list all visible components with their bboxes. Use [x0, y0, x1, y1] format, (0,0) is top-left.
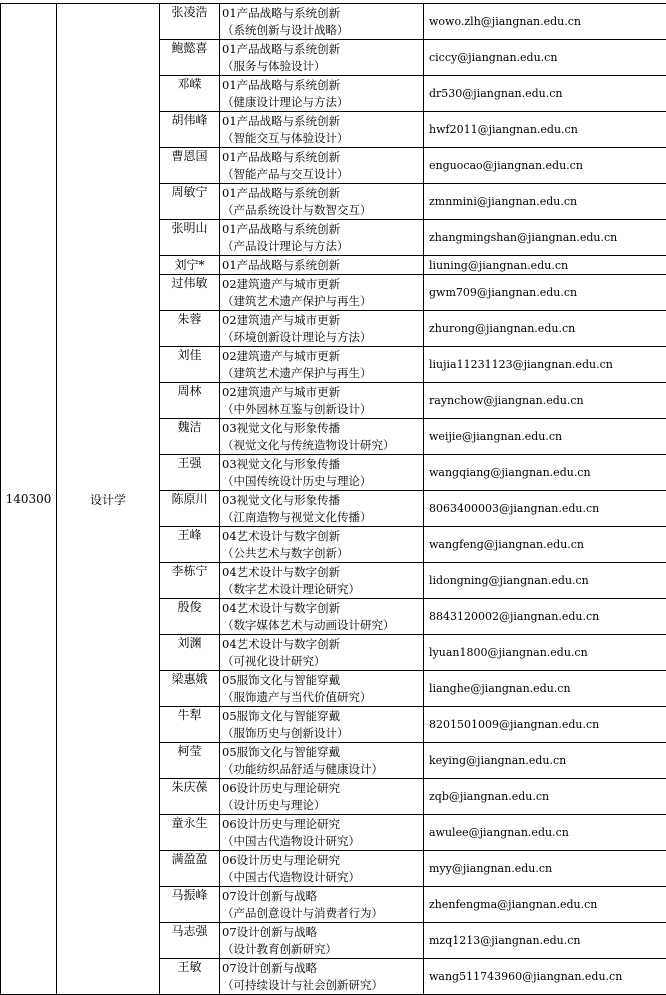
email-cell: hwf2011@jiangnan.edu.cn: [424, 112, 666, 148]
research-direction: [220, 635, 424, 671]
direction-sub: （智能产品与交互设计）: [222, 166, 423, 183]
supervisor-name: 王敏: [160, 959, 220, 995]
direction-sub: （可持续设计与社会创新研究）: [222, 977, 423, 994]
direction-sub: （系统创新与设计战略）: [222, 22, 423, 39]
email-cell: lianghe@jiangnan.edu.cn: [424, 671, 666, 707]
research-direction: [220, 455, 424, 491]
direction-main: 01产品战略与系统创新: [222, 113, 423, 130]
table-body: [1, 4, 666, 995]
research-direction: [220, 383, 424, 419]
email-cell: wangqiang@jiangnan.edu.cn: [424, 455, 666, 491]
direction-sub: （可视化设计研究）: [222, 653, 423, 670]
supervisor-name: 王强: [160, 455, 220, 491]
direction-main: 02建筑遗产与城市更新: [222, 348, 423, 365]
email-cell: wangfeng@jiangnan.edu.cn: [424, 527, 666, 563]
discipline-name: 设计学: [57, 4, 160, 995]
direction-main: 07设计创新与战略: [222, 924, 423, 941]
direction-main: 01产品战略与系统创新: [222, 5, 423, 22]
direction-sub: （环境创新设计理论与方法）: [222, 329, 423, 346]
supervisor-table: [0, 3, 666, 995]
research-direction: [220, 527, 424, 563]
supervisor-name: 周敏宁: [160, 184, 220, 220]
direction-main: 07设计创新与战略: [222, 888, 423, 905]
research-direction: [220, 743, 424, 779]
direction-main: 04艺术设计与数字创新: [222, 636, 423, 653]
research-direction: [220, 4, 424, 40]
email-cell: awulee@jiangnan.edu.cn: [424, 815, 666, 851]
supervisor-name: 殷俊: [160, 599, 220, 635]
direction-main: 05服饰文化与智能穿戴: [222, 672, 423, 689]
email-cell: ciccy@jiangnan.edu.cn: [424, 40, 666, 76]
direction-main: 01产品战略与系统创新: [222, 77, 423, 94]
direction-main: 01产品战略与系统创新: [222, 257, 423, 274]
research-direction: [220, 347, 424, 383]
research-direction: [220, 851, 424, 887]
email-cell: liuning@jiangnan.edu.cn: [424, 256, 666, 275]
direction-main: 04艺术设计与数字创新: [222, 564, 423, 581]
direction-main: 02建筑遗产与城市更新: [222, 312, 423, 329]
research-direction: [220, 887, 424, 923]
email-cell: gwm709@jiangnan.edu.cn: [424, 275, 666, 311]
supervisor-name: 刘佳: [160, 347, 220, 383]
supervisor-name: 梁惠娥: [160, 671, 220, 707]
direction-main: 01产品战略与系统创新: [222, 185, 423, 202]
research-direction: [220, 275, 424, 311]
supervisor-name: 陈原川: [160, 491, 220, 527]
email-cell: zhenfengma@jiangnan.edu.cn: [424, 887, 666, 923]
direction-sub: （中国古代造物设计研究）: [222, 833, 423, 850]
supervisor-name: 柯莹: [160, 743, 220, 779]
direction-main: 01产品战略与系统创新: [222, 221, 423, 238]
direction-sub: （中外园林互鉴与创新设计）: [222, 401, 423, 418]
direction-sub: （设计历史与理论）: [222, 797, 423, 814]
direction-sub: （功能纺织品舒适与健康设计）: [222, 761, 423, 778]
research-direction: [220, 491, 424, 527]
research-direction: [220, 707, 424, 743]
email-cell: 8201501009@jiangnan.edu.cn: [424, 707, 666, 743]
research-direction: [220, 40, 424, 76]
email-cell: lyuan1800@jiangnan.edu.cn: [424, 635, 666, 671]
direction-main: 01产品战略与系统创新: [222, 41, 423, 58]
research-direction: [220, 563, 424, 599]
supervisor-name: 朱庆葆: [160, 779, 220, 815]
supervisor-name: 过伟敏: [160, 275, 220, 311]
research-direction: [220, 148, 424, 184]
supervisor-name: 马志强: [160, 923, 220, 959]
direction-sub: （中国传统设计历史与理论）: [222, 473, 423, 490]
direction-sub: （数字媒体艺术与动画设计研究）: [222, 617, 423, 634]
research-direction: [220, 959, 424, 995]
research-direction: [220, 923, 424, 959]
research-direction: [220, 671, 424, 707]
email-cell: wang511743960@jiangnan.edu.cn: [424, 959, 666, 995]
direction-sub: （江南造物与视觉文化传播）: [222, 509, 423, 526]
direction-sub: （数字艺术设计理论研究）: [222, 581, 423, 598]
supervisor-name: 马振峰: [160, 887, 220, 923]
research-direction: [220, 815, 424, 851]
supervisor-name: 童永生: [160, 815, 220, 851]
email-cell: zmnmini@jiangnan.edu.cn: [424, 184, 666, 220]
research-direction: [220, 311, 424, 347]
supervisor-name: 满盈盈: [160, 851, 220, 887]
direction-sub: （建筑艺术遗产保护与再生）: [222, 293, 423, 310]
research-direction: [220, 112, 424, 148]
email-cell: wowo.zlh@jiangnan.edu.cn: [424, 4, 666, 40]
direction-main: 02建筑遗产与城市更新: [222, 276, 423, 293]
direction-sub: （服饰历史与创新设计）: [222, 725, 423, 742]
email-cell: 8843120002@jiangnan.edu.cn: [424, 599, 666, 635]
direction-main: 04艺术设计与数字创新: [222, 528, 423, 545]
direction-main: 05服饰文化与智能穿戴: [222, 708, 423, 725]
research-direction: [220, 220, 424, 256]
direction-sub: （建筑艺术遗产保护与再生）: [222, 365, 423, 382]
research-direction: [220, 256, 424, 275]
email-cell: dr530@jiangnan.edu.cn: [424, 76, 666, 112]
email-cell: myy@jiangnan.edu.cn: [424, 851, 666, 887]
direction-main: 05服饰文化与智能穿戴: [222, 744, 423, 761]
direction-sub: （视觉文化与传统造物设计研究）: [222, 437, 423, 454]
direction-main: 06设计历史与理论研究: [222, 780, 423, 797]
direction-main: 01产品战略与系统创新: [222, 149, 423, 166]
direction-main: 03视觉文化与形象传播: [222, 492, 423, 509]
table-row: [1, 4, 666, 40]
direction-main: 06设计历史与理论研究: [222, 852, 423, 869]
direction-sub: （产品创意设计与消费者行为）: [222, 905, 423, 922]
research-direction: [220, 599, 424, 635]
supervisor-name: 邓嵘: [160, 76, 220, 112]
research-direction: [220, 779, 424, 815]
email-cell: liujia11231123@jiangnan.edu.cn: [424, 347, 666, 383]
direction-sub: （健康设计理论与方法）: [222, 94, 423, 111]
supervisor-name: 张凌浩: [160, 4, 220, 40]
direction-main: 03视觉文化与形象传播: [222, 420, 423, 437]
direction-sub: （设计教育创新研究）: [222, 941, 423, 958]
direction-sub: （产品设计理论与方法）: [222, 238, 423, 255]
direction-sub: （公共艺术与数字创新）: [222, 545, 423, 562]
supervisor-name: 魏洁: [160, 419, 220, 455]
email-cell: 8063400003@jiangnan.edu.cn: [424, 491, 666, 527]
email-cell: weijie@jiangnan.edu.cn: [424, 419, 666, 455]
email-cell: zhangmingshan@jiangnan.edu.cn: [424, 220, 666, 256]
supervisor-name: 王峰: [160, 527, 220, 563]
supervisor-name: 牛犁: [160, 707, 220, 743]
email-cell: zqb@jiangnan.edu.cn: [424, 779, 666, 815]
direction-main: 06设计历史与理论研究: [222, 816, 423, 833]
research-direction: [220, 419, 424, 455]
research-direction: [220, 184, 424, 220]
direction-main: 03视觉文化与形象传播: [222, 456, 423, 473]
supervisor-name: 刘宁*: [160, 256, 220, 275]
supervisor-name: 鲍懿喜: [160, 40, 220, 76]
supervisor-name: 胡伟峰: [160, 112, 220, 148]
direction-main: 02建筑遗产与城市更新: [222, 384, 423, 401]
email-cell: enguocao@jiangnan.edu.cn: [424, 148, 666, 184]
supervisor-name: 曹恩国: [160, 148, 220, 184]
email-cell: zhurong@jiangnan.edu.cn: [424, 311, 666, 347]
research-direction: [220, 76, 424, 112]
direction-sub: （智能交互与体验设计）: [222, 130, 423, 147]
supervisor-name: 张明山: [160, 220, 220, 256]
direction-sub: （中国古代造物设计研究）: [222, 869, 423, 886]
direction-sub: （服饰遗产与当代价值研究）: [222, 689, 423, 706]
email-cell: keying@jiangnan.edu.cn: [424, 743, 666, 779]
discipline-code: 140300: [1, 4, 57, 995]
supervisor-name: 刘渊: [160, 635, 220, 671]
email-cell: mzq1213@jiangnan.edu.cn: [424, 923, 666, 959]
supervisor-name: 李栋宁: [160, 563, 220, 599]
supervisor-name: 朱蓉: [160, 311, 220, 347]
email-cell: raynchow@jiangnan.edu.cn: [424, 383, 666, 419]
direction-sub: （产品系统设计与数智交互）: [222, 202, 423, 219]
direction-main: 07设计创新与战略: [222, 960, 423, 977]
direction-sub: （服务与体验设计）: [222, 58, 423, 75]
direction-main: 04艺术设计与数字创新: [222, 600, 423, 617]
supervisor-name: 周林: [160, 383, 220, 419]
email-cell: lidongning@jiangnan.edu.cn: [424, 563, 666, 599]
